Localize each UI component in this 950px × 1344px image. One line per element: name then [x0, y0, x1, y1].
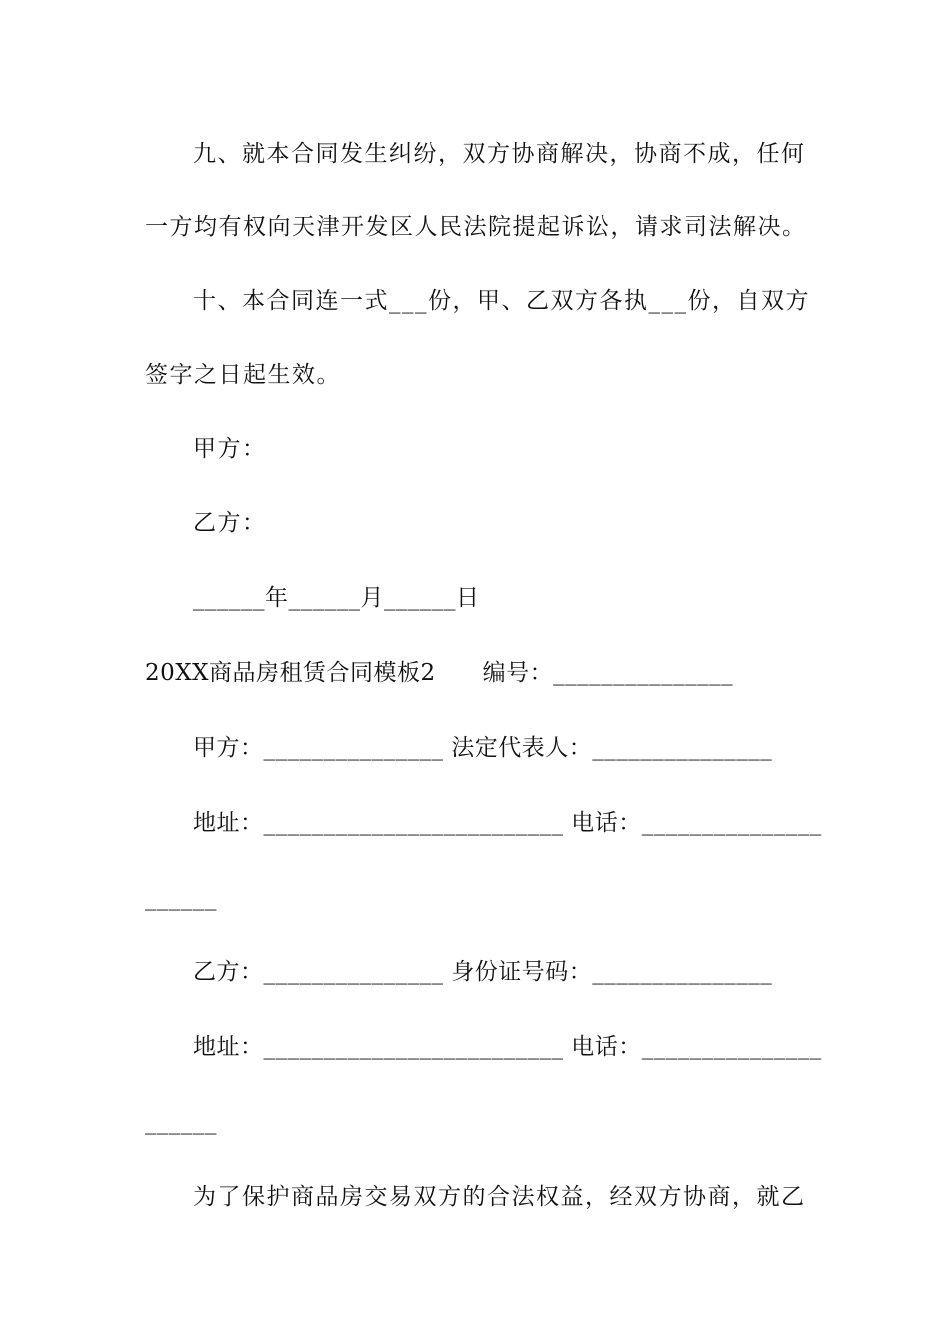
clause-10-line-2: 签字之日起生效。 — [145, 362, 341, 388]
clause-9-line-2: 一方均有权向天津开发区人民法院提起诉讼，请求司法解决。 — [145, 214, 807, 240]
preamble-line: 为了保护商品房交易双方的合法权益，经双方协商，就乙 — [193, 1184, 806, 1210]
party-a-info-line: 甲方：_______________ 法定代表人：_______________ — [193, 735, 773, 761]
party-b-signature-label: 乙方： — [193, 510, 267, 536]
party-b-address-continuation: ______ — [145, 1109, 217, 1135]
party-a-signature-label: 甲方： — [193, 436, 267, 462]
party-b-address-line: 地址：_________________________ 电话：_______________ — [193, 1034, 822, 1060]
clause-10-line-1: 十、本合同连一式___份，甲、乙双方各执___份，自双方 — [193, 288, 810, 314]
party-b-info-line: 乙方：_______________ 身份证号码：_______________ — [193, 959, 773, 985]
template-title-line: 20XX商品房租赁合同模板2 编号：_______________ — [145, 660, 734, 686]
party-a-address-line: 地址：_________________________ 电话：_______________ — [193, 810, 822, 836]
party-a-address-continuation: ______ — [145, 885, 217, 911]
date-line: ______年______月______日 — [193, 585, 480, 611]
clause-9-line-1: 九、就本合同发生纠纷，双方协商解决，协商不成，任何 — [193, 141, 806, 167]
